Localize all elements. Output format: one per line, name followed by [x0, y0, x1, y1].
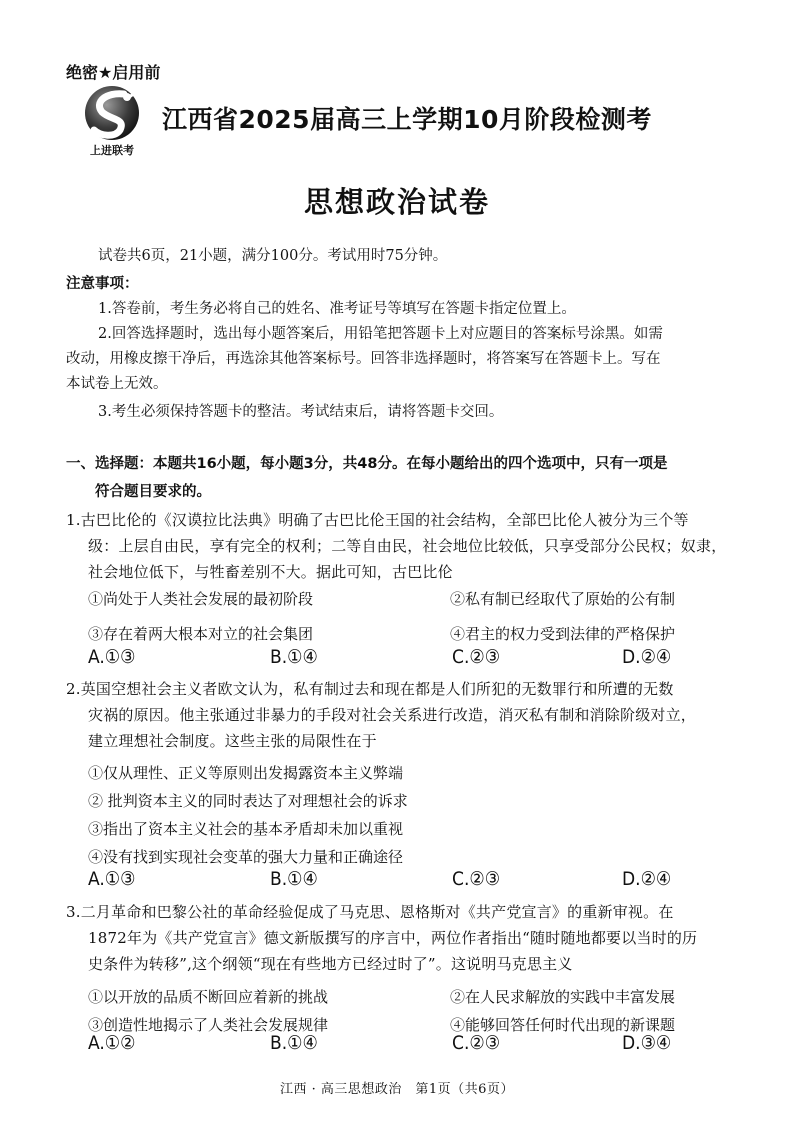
question-stem-line: 级：上层自由民，享有完全的权利；二等自由民，社会地位比较低，只享受部分公民权；奴隶， [88, 537, 727, 555]
answer-choice-c: C.②③ [452, 646, 501, 668]
subject-title: 思想政治试卷 [303, 185, 490, 219]
question-stem-line: 灾祸的原因。他主张通过非暴力的手段对社会关系进行改造，消灭私有制和消除阶级对立， [88, 706, 697, 724]
exam-logo [80, 84, 144, 160]
question-stem-line: 2.英国空想社会主义者欧文认为，私有制过去和现在都是人们所犯的无数罪行和所遭的无数 [66, 680, 674, 698]
answer-choice-a: A.①③ [88, 646, 136, 668]
answer-choice-c: C.②③ [452, 868, 501, 890]
statement-option: ④能够回答任何时代出现的新课题 [450, 1016, 676, 1034]
question-stem-line: 1.古巴比伦的《汉谟拉比法典》明确了古巴比伦王国的社会结构，全部巴比伦人被分为三个等 [66, 511, 689, 529]
answer-choice-a: A.①② [88, 1032, 136, 1054]
statement-option: ③存在着两大根本对立的社会集团 [88, 625, 314, 643]
logo-caption: 上进联考 [90, 144, 134, 157]
notice-line: 本试卷上无效。 [66, 376, 168, 392]
question-stem-line: 史条件为转移”,这个纲领“现在有些地方已经过时了”。这说明马克思主义 [88, 955, 573, 973]
statement-option: ②在人民求解放的实践中丰富发展 [450, 988, 676, 1006]
notice-line: 3.考生必须保持答题卡的整洁。考试结束后，请将答题卡交回。 [98, 404, 504, 420]
question-stem-line: 社会地位低下，与牲畜差别不大。据此可知，古巴比伦 [88, 563, 453, 581]
question-stem-line: 建立理想社会制度。这些主张的局限性在于 [88, 732, 377, 750]
statement-option: ①仅从理性、正义等原则出发揭露资本主义弊端 [88, 764, 404, 782]
answer-choice-a: A.①③ [88, 868, 136, 890]
notice-line: 1.答卷前，考生务必将自己的姓名、准考证号等填写在答题卡指定位置上。 [98, 301, 576, 317]
statement-option: ④君主的权力受到法律的严格保护 [450, 625, 676, 643]
notice-line: 改动，用橡皮擦干净后，再选涂其他答案标号。回答非选择题时，将答案写在答题卡上。写在 [66, 351, 661, 367]
answer-choice-d: D.③④ [622, 1032, 672, 1054]
answer-choice-b: B.①④ [270, 646, 318, 668]
statement-option: ③创造性地揭示了人类社会发展规律 [88, 1016, 329, 1034]
question-stem-line: 1872年为《共产党宣言》德文新版撰写的序言中，两位作者指出“随时随地都要以当时的历 [88, 929, 698, 947]
exam-title: 江西省2025届高三上学期10月阶段检测考 [162, 105, 652, 134]
statement-option: ④没有找到实现社会变革的强大力量和正确途径 [88, 848, 404, 866]
statement-option: ③指出了资本主义社会的基本矛盾却未加以重视 [88, 820, 404, 838]
statement-option: ①以开放的品质不断回应着新的挑战 [88, 988, 329, 1006]
confidential-label: 绝密★启用前 [66, 63, 161, 82]
statement-option: ②私有制已经取代了原始的公有制 [450, 590, 676, 608]
answer-choice-d: D.②④ [622, 646, 672, 668]
notice-heading: 注意事项： [66, 276, 139, 292]
section-heading: 一、选择题：本题共16小题，每小题3分，共48分。在每小题给出的四个选项中，只有一项是 [66, 456, 668, 472]
statement-option: ② 批判资本主义的同时表达了对理想社会的诉求 [88, 792, 408, 810]
page-footer: 江西 · 高三思想政治 第1页（共6页） [280, 1082, 514, 1097]
paper-info: 试卷共6页，21小题，满分100分。考试用时75分钟。 [98, 248, 448, 264]
notice-line: 2.回答选择题时，选出每小题答案后，用铅笔把答题卡上对应题目的答案标号涂黑。如需 [98, 326, 663, 342]
section-heading-cont: 符合题目要求的。 [95, 484, 211, 500]
statement-option: ①尚处于人类社会发展的最初阶段 [88, 590, 314, 608]
question-stem-line: 3.二月革命和巴黎公社的革命经验促成了马克思、恩格斯对《共产党宣言》的重新审视。在 [66, 903, 674, 921]
answer-choice-c: C.②③ [452, 1032, 501, 1054]
answer-choice-b: B.①④ [270, 868, 318, 890]
answer-choice-d: D.②④ [622, 868, 672, 890]
answer-choice-b: B.①④ [270, 1032, 318, 1054]
